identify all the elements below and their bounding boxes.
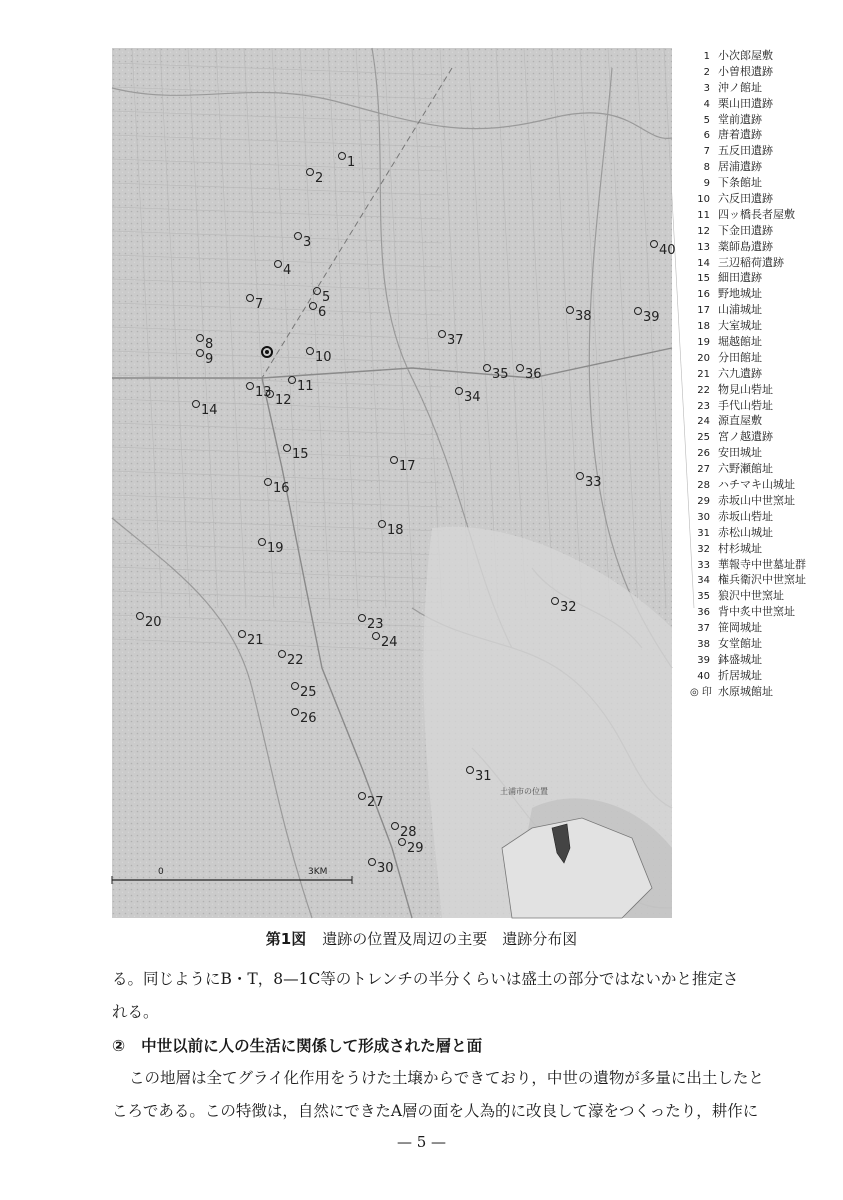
legend-item [690, 572, 840, 588]
paragraph-line: れる。 [112, 1003, 159, 1021]
legend-number: 11 [697, 209, 710, 221]
site-distribution-map [112, 48, 676, 918]
legend-site-name: 下金田遺跡 [718, 223, 773, 237]
site-marker-label: 18 [387, 523, 404, 538]
legend-site-name: 六九遺跡 [718, 366, 762, 380]
legend-site-name: 宮ノ越遺跡 [718, 430, 773, 444]
legend-site-name: 源直屋敷 [718, 414, 762, 428]
page-number: — 5 — [396, 1133, 447, 1151]
legend-number: 38 [697, 638, 710, 650]
section-heading [112, 1034, 482, 1056]
legend-number: 31 [697, 527, 710, 539]
legend-site-name: 五反田遺跡 [718, 144, 773, 158]
legend-number: 7 [703, 146, 710, 158]
legend-site-name: 鉢盛城址 [718, 652, 762, 666]
paragraph-body [112, 1067, 832, 1122]
site-marker-label: 11 [297, 379, 314, 394]
legend-number: 22 [697, 384, 710, 396]
legend-number: 15 [697, 273, 710, 285]
site-marker-label: 34 [464, 390, 481, 405]
legend-item [690, 334, 840, 350]
paragraph-line: る。同じようにB・T，8—1C等のトレンチの半分くらいは盛土の部分ではないかと推定さ [112, 970, 739, 988]
legend-number: 32 [697, 543, 710, 555]
site-marker-label: 37 [447, 333, 464, 348]
site-marker-label: 38 [575, 309, 592, 324]
legend-site-name: 堀越館址 [718, 335, 762, 349]
site-marker-label: 2 [315, 171, 324, 186]
legend-site-name: 大室城址 [718, 319, 762, 333]
legend-number: 23 [697, 400, 710, 412]
legend-number: 9 [703, 178, 710, 190]
legend-number: 1 [703, 51, 710, 62]
legend-item [690, 112, 840, 128]
legend-item [690, 636, 840, 652]
figure-caption [0, 928, 843, 949]
legend-item [690, 588, 840, 604]
legend-number: 12 [697, 225, 710, 237]
legend-site-name: 山浦城址 [718, 303, 762, 317]
site-marker-label: 5 [322, 290, 331, 305]
site-marker-label: 29 [407, 841, 424, 856]
site-marker-label: 8 [205, 337, 214, 352]
legend-site-name: 背中炙中世窯址 [718, 605, 795, 619]
legend-item [690, 366, 840, 382]
legend-number: 20 [697, 352, 710, 364]
legend-number: 3 [703, 82, 710, 94]
site-marker-label: 7 [255, 297, 264, 312]
legend-item [690, 445, 840, 461]
legend-number: 28 [697, 480, 710, 492]
legend-site-name: 下条館址 [718, 176, 762, 190]
legend-item [690, 80, 840, 96]
legend-item [690, 429, 840, 445]
legend-item [690, 477, 840, 493]
legend-site-name: 野地城址 [718, 287, 762, 301]
legend-item [690, 302, 840, 318]
legend-number: 37 [697, 623, 710, 635]
legend-site-name: 折居城址 [718, 668, 762, 682]
legend-site-name: 安田城址 [718, 446, 762, 460]
site-marker-label: 26 [300, 711, 317, 726]
legend-site-name: 四ッ橋長者屋敷 [718, 207, 795, 221]
legend-item-castle [690, 684, 840, 700]
legend-item [690, 382, 840, 398]
legend-number: 26 [697, 448, 710, 460]
legend-number: 30 [697, 511, 710, 523]
legend-item [690, 207, 840, 223]
legend-item [690, 541, 840, 557]
site-marker-label: 35 [492, 367, 509, 382]
legend-site-name: 居浦遺跡 [718, 160, 762, 174]
legend-site-name: 権兵衛沢中世窯址 [718, 573, 806, 587]
legend-site-name: ハチマキ山城址 [718, 478, 795, 492]
legend-site-name: 狼沢中世窯址 [718, 589, 784, 603]
scale-zero: 0 [158, 867, 164, 877]
legend-site-name: 堂前遺跡 [718, 112, 762, 126]
section-number: ② [112, 1037, 126, 1055]
legend-item [690, 493, 840, 509]
site-marker-label: 14 [201, 403, 218, 418]
legend-site-name: 赤松山城址 [718, 525, 773, 539]
site-marker-label: 32 [560, 600, 577, 615]
legend-number: 27 [697, 464, 710, 476]
site-marker-label: 27 [367, 795, 384, 810]
legend-number: 16 [697, 289, 710, 301]
legend-item [690, 223, 840, 239]
legend-item [690, 96, 840, 112]
legend-item [690, 413, 840, 429]
legend-site-name: 華報寺中世墓址群 [718, 557, 806, 571]
legend-number: 10 [697, 194, 710, 206]
site-marker-label: 36 [525, 367, 542, 382]
legend-item [690, 557, 840, 573]
legend-number: 2 [703, 66, 710, 78]
legend-number: 4 [703, 98, 710, 110]
legend-item [690, 398, 840, 414]
legend-item [690, 525, 840, 541]
site-marker-label: 19 [267, 541, 284, 556]
legend-site-name: 小次郎屋敷 [718, 49, 773, 62]
legend-site-name: 六反田遺跡 [718, 192, 773, 206]
legend-number: 5 [703, 114, 710, 126]
legend-item [690, 48, 840, 64]
paragraph-continued [112, 968, 832, 1023]
paragraph-line: ころである。この特徴は，自然にできたA層の面を人為的に改良して濠をつくったり，耕作に [112, 1102, 759, 1120]
legend-number: 8 [703, 162, 710, 174]
inset-label: 土浦市の位置 [500, 787, 548, 796]
legend-number: 21 [697, 368, 710, 380]
legend-item [690, 350, 840, 366]
legend-item [690, 620, 840, 636]
legend-item [690, 175, 840, 191]
site-marker-label: 31 [475, 769, 492, 784]
site-marker-label: 30 [377, 861, 394, 876]
legend-item [690, 604, 840, 620]
site-marker-label: 20 [145, 615, 162, 630]
site-marker-label: 16 [273, 481, 290, 496]
legend-number: 17 [697, 305, 710, 317]
site-marker-label: 17 [399, 459, 416, 474]
legend-site-name: 薬師島遺跡 [718, 239, 773, 253]
site-marker-label: 25 [300, 685, 317, 700]
legend-number: 33 [697, 559, 710, 571]
legend-item [690, 270, 840, 286]
legend-site-name: 物見山砦址 [718, 382, 773, 396]
paragraph-line: この地層は全てグライ化作用をうけた土壌からできており，中世の遺物が多量に出土したと [129, 1069, 764, 1087]
legend-site-name: 笹岡城址 [718, 621, 762, 635]
legend-site-name: 水原城館址 [718, 684, 773, 698]
legend-site-name: 分田館址 [718, 350, 762, 364]
legend-item [690, 461, 840, 477]
site-marker-label: 28 [400, 825, 417, 840]
legend-number: 14 [697, 257, 710, 269]
legend-site-name: 栗山田遺跡 [718, 96, 773, 110]
legend-site-name: 女堂館址 [718, 636, 762, 650]
legend-site-name: 細田遺跡 [718, 271, 762, 285]
site-marker-label: 9 [205, 352, 214, 367]
legend-site-name: 村杉城址 [718, 541, 762, 555]
legend-number: 19 [697, 337, 710, 349]
legend-number: 39 [697, 654, 710, 666]
legend-number: 40 [697, 670, 710, 682]
site-legend [690, 48, 840, 700]
legend-site-name: 小曽根遺跡 [718, 64, 773, 78]
legend-item [690, 127, 840, 143]
figure-number: 第1図 [265, 930, 307, 948]
site-marker-label: 40 [659, 243, 676, 258]
legend-item [690, 191, 840, 207]
legend-number: 18 [697, 321, 710, 333]
legend-number: 36 [697, 607, 710, 619]
legend-site-name: 手代山砦址 [718, 398, 773, 412]
legend-number: 6 [703, 130, 710, 142]
legend-site-name: 赤坂山砦址 [718, 509, 773, 523]
site-marker-label: 15 [292, 447, 309, 462]
legend-item [690, 143, 840, 159]
site-marker-label: 3 [303, 235, 312, 250]
site-marker-label: 13 [255, 385, 272, 400]
legend-item [690, 64, 840, 80]
legend-item [690, 239, 840, 255]
section-title: 中世以前に人の生活に関係して形成された層と面 [141, 1037, 483, 1055]
legend-site-name: 六野瀬館址 [718, 462, 773, 476]
legend-number: 34 [697, 575, 710, 587]
legend-number: 13 [697, 241, 710, 253]
legend-item [690, 255, 840, 271]
site-marker-label: 39 [643, 310, 660, 325]
legend-item [690, 509, 840, 525]
site-marker-label: 6 [318, 305, 327, 320]
figure-title: 遺跡の位置及周辺の主要 遺跡分布図 [322, 930, 578, 948]
legend-site-name: 三辺稲荷遺跡 [718, 255, 784, 269]
legend-item [690, 159, 840, 175]
site-marker-label: 10 [315, 350, 332, 365]
site-marker-label: 23 [367, 617, 384, 632]
legend-item [690, 668, 840, 684]
legend-number: 24 [697, 416, 710, 428]
legend-site-name: 沖ノ館址 [718, 80, 762, 94]
site-marker-label: 4 [283, 263, 292, 278]
legend-number: 29 [697, 495, 710, 507]
legend-item [690, 286, 840, 302]
legend-item [690, 652, 840, 668]
site-marker-label: 33 [585, 475, 602, 490]
site-marker-label: 21 [247, 633, 264, 648]
site-marker-label: 12 [275, 393, 292, 408]
legend-site-name: 赤坂山中世窯址 [718, 493, 795, 507]
legend-site-name: 唐着遺跡 [718, 128, 762, 142]
site-marker-label: 22 [287, 653, 304, 668]
site-marker-label: 24 [381, 635, 398, 650]
legend-number: 35 [697, 591, 710, 603]
scale-label: 3KM [308, 867, 328, 877]
legend-number: 25 [697, 432, 710, 444]
legend-symbol: ◎ 印 [690, 686, 712, 698]
site-marker-label: 1 [347, 155, 356, 170]
legend-item [690, 318, 840, 334]
